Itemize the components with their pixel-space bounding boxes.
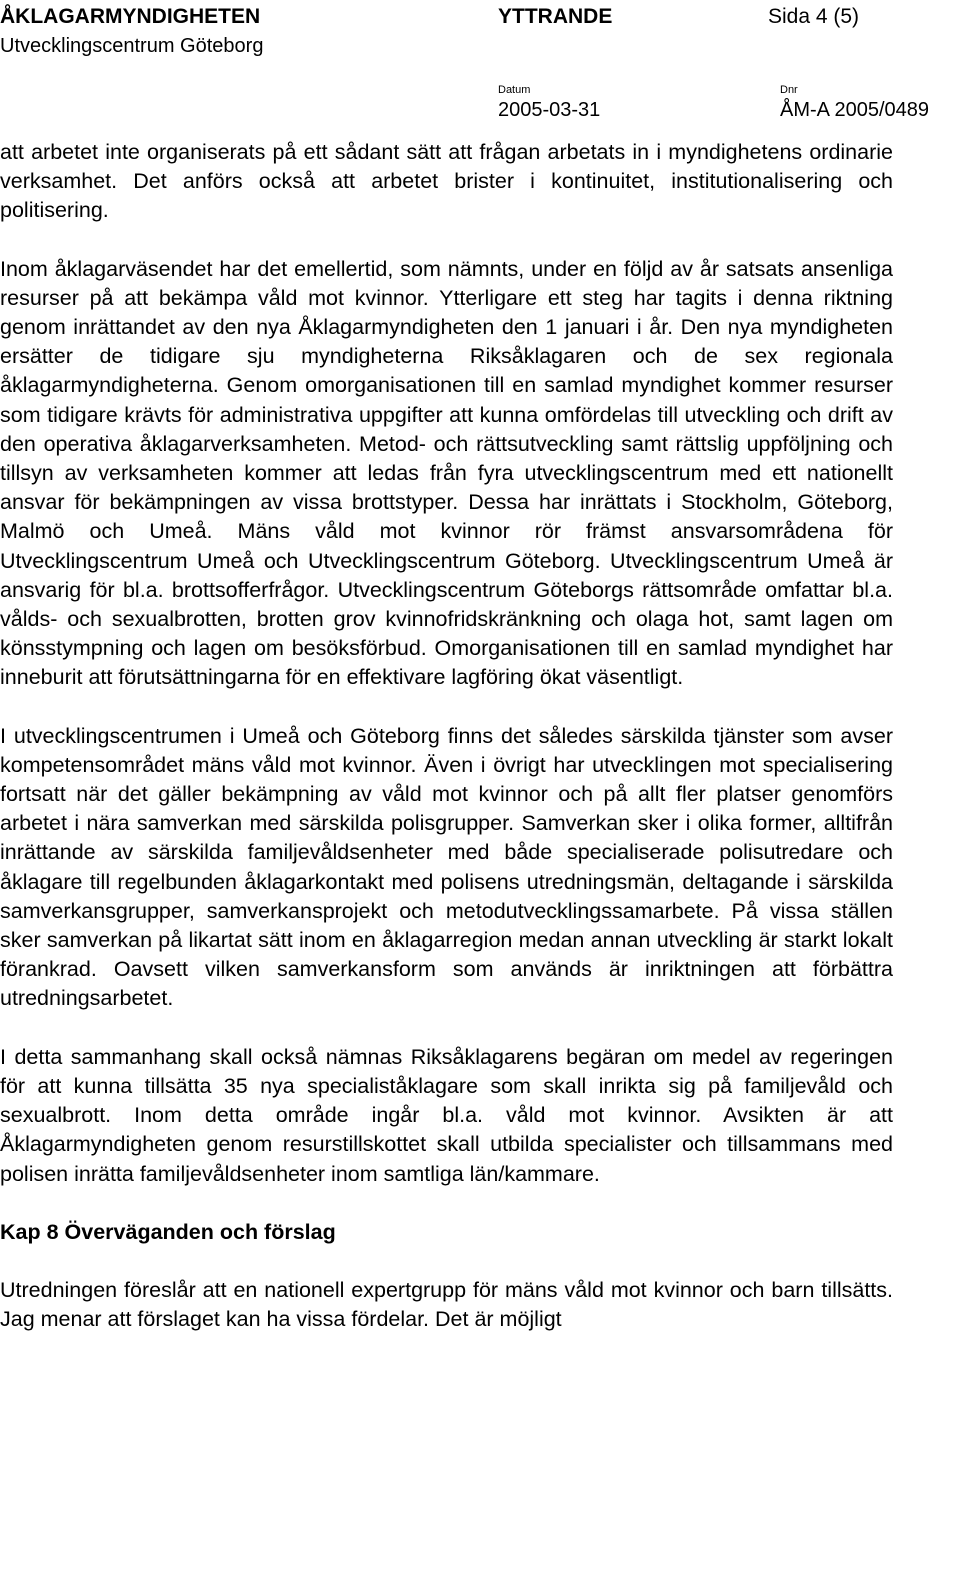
date-label: Datum bbox=[498, 84, 531, 96]
page-number: Sida 4 (5) bbox=[768, 5, 860, 28]
dnr-value: ÅM-A 2005/0489 bbox=[780, 99, 929, 121]
paragraph: att arbetet inte organiserats på ett sådant sätt att frågan arbetats in i myndighetens ordinarie verksamhet. Det anförs också att arbetet brister i kontinuitet, institutionalisering och politisering. bbox=[0, 140, 893, 223]
paragraph: Utredningen föreslår att en nationell expertgrupp för mäns våld mot kvinnor och barn tillsätts. Jag menar att förslaget kan ha vissa fördelar. Det är möjligt bbox=[0, 1277, 893, 1332]
paragraph: I detta sammanhang skall också nämnas Riksåklagarens begäran om medel av regeringen för att kunna tillsätta 35 nya specialiståklagare som skall inrikta sig på familjevåld och sexualbrott. Inom detta område ingår bl.a. våld mot kvinnor. Avsikten är att Åklagarmyndigheten genom resurstillskottet skall utbilda specialister och tillsammans med polisen inrätta familjevåldsenheter inom samtliga län/kammare. bbox=[0, 1044, 893, 1186]
document-body bbox=[0, 138, 893, 1334]
paragraph: I utvecklingscentrumen i Umeå och Göteborg finns det således särskilda tjänster som avser kompetensområdet mäns våld mot kvinnor. Även i övrigt har utvecklingen mot specialisering fortsatt när det gäller bekämpning av våld mot kvinnor och på allt fler platser genomförs arbetet i nära samverkan med särskilda polisgrupper. Samverkan sker i olika former, alltifrån inrättande av särskilda familjevåldsenheter med både specialiserade polisutredare och åklagare till regelbunden åklagarkontakt med polisens utredningsmän, deltagande i särskilda samverkansgrupper, samverkansprojekt och metodutvecklingssamarbete. På vissa ställen sker samverkan på likartat sätt inom en åklagarregion medan annan utveckling är starkt lokalt förankrad. Oavsett vilken samverkansform som används är inriktningen att förbättra utredningsarbetet. bbox=[0, 723, 893, 1011]
date-value: 2005-03-31 bbox=[498, 99, 601, 121]
dnr-label: Dnr bbox=[780, 84, 798, 96]
agency-name: ÅKLAGARMYNDIGHETEN bbox=[0, 5, 261, 28]
paragraph: Inom åklagarväsendet har det emellertid, som nämnts, under en följd av år satsats ansenliga resurser på att bekämpa våld mot kvinnor. Ytterligare ett steg har tagits i denna riktning genom inrättandet av den nya Åklagarmyndigheten den 1 januari i år. Den nya myndigheten ersätter de tidigare sju myndigheterna Riksåklagaren och de sex regionala åklagarmyndigheterna. Genom omorganisationen till en samlad myndighet kommer resurser som tidigare krävts för administrativa uppgifter att kunna omfördelas till utveckling och drift av den operativa åklagarverksamheten. Metod- och rättsutveckling samt rättslig uppföljning och tillsyn av verksamheten kommer att ledas från fyra utvecklingscentrum med ett nationellt ansvar för bekämpningen av vissa brottstyper. Dessa har inrättats i Stockholm, Göteborg, Malmö och Umeå. Mäns våld mot kvinnor rör främst ansvarsområdena för Utvecklingscentrum Umeå och Utvecklingscentrum Göteborg. Utvecklingscentrum Umeå är ansvarig för bl.a. brottsofferfrågor. Utvecklingscentrum Göteborgs rättsområde omfattar bl.a. vålds- och sexualbrotten, brotten grov kvinnofridskränkning och olaga hot, samt lagen om könsstympning och lagen om besöksförbud. Omorganisationen till en samlad myndighet har inneburit att förutsättningarna för en effektivare lagföring ökat väsentligt. bbox=[0, 256, 893, 690]
document-type: YTTRANDE bbox=[498, 5, 613, 28]
unit-name: Utvecklingscentrum Göteborg bbox=[0, 35, 264, 57]
section-heading: Kap 8 Överväganden och förslag bbox=[0, 1219, 336, 1244]
